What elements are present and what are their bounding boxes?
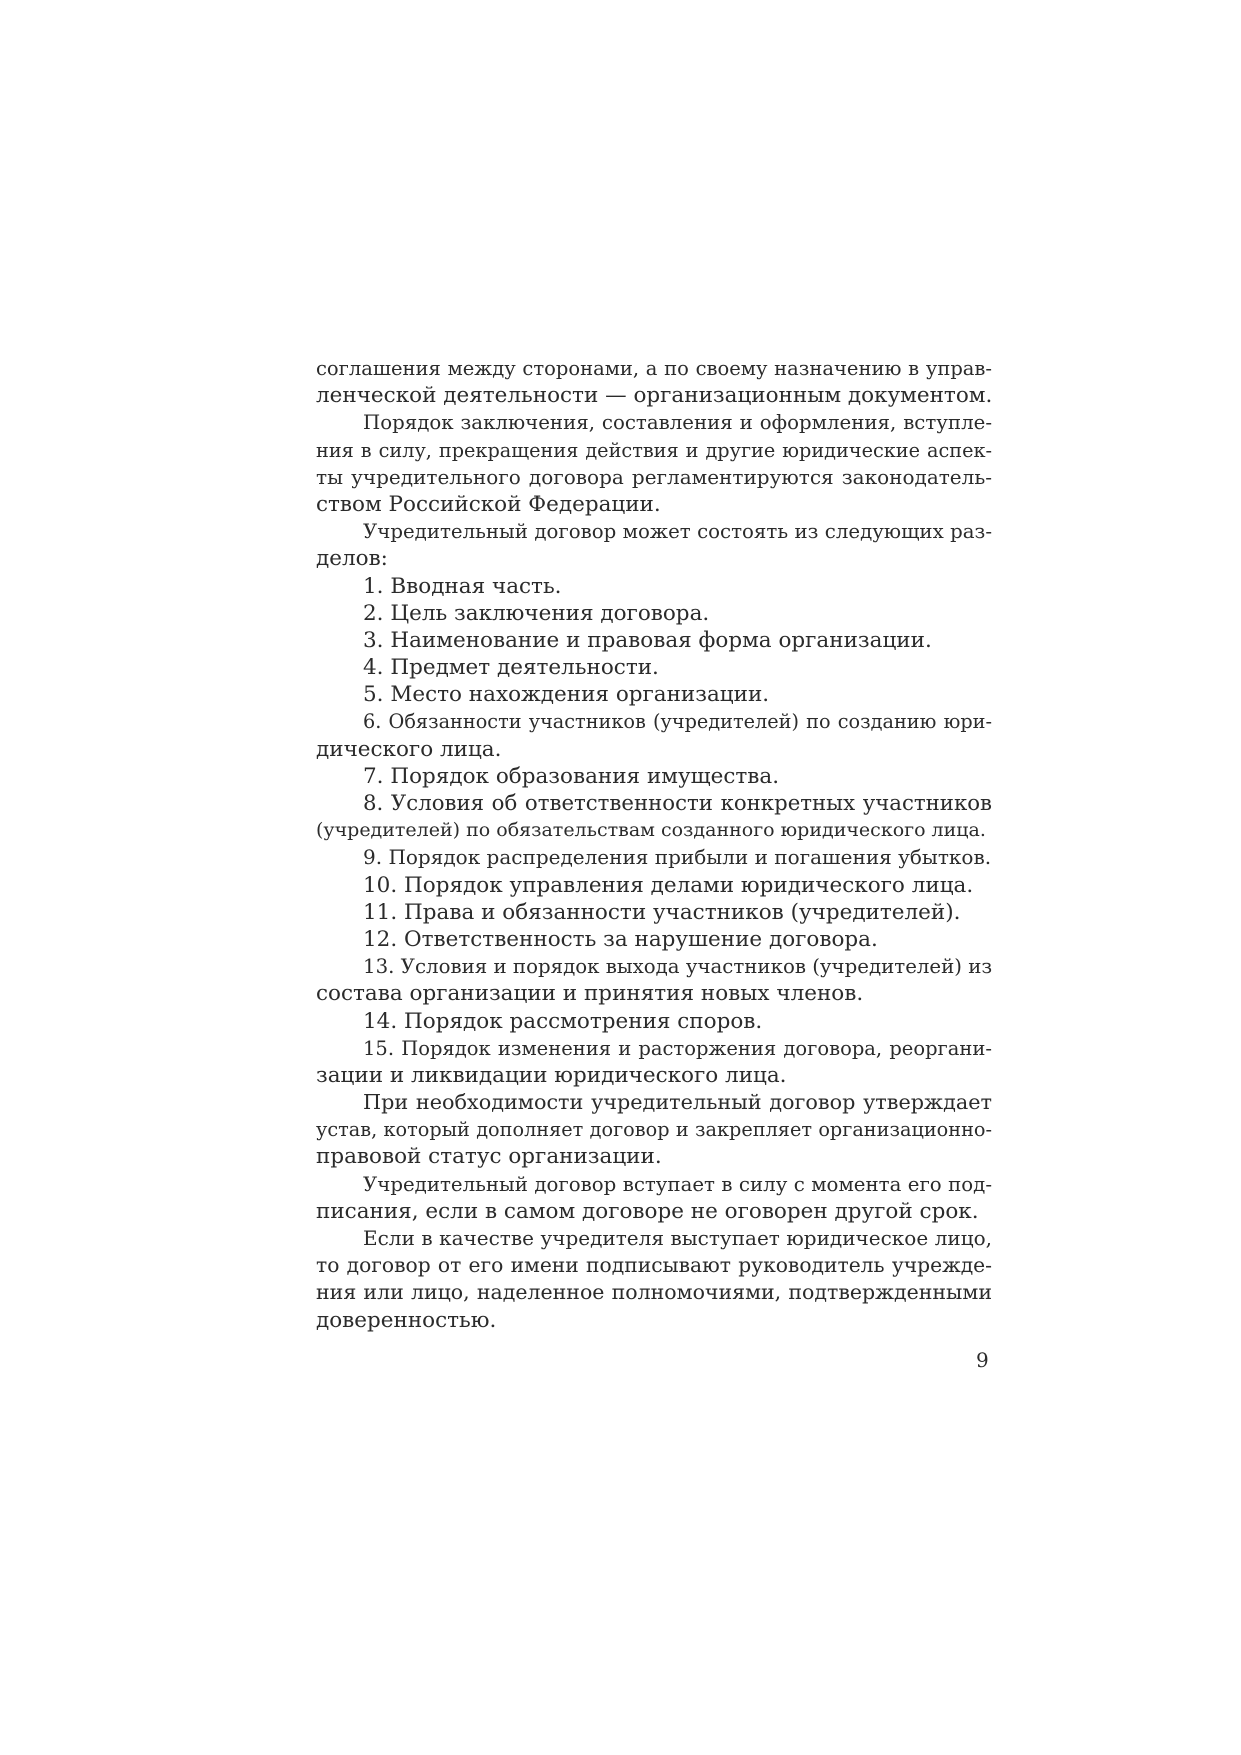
paragraph [316,1089,992,1171]
text-line: Учредительный договор вступает в силу с момента его под- [363,1172,992,1196]
text-line: 2. Цель заключения договора. [363,600,710,626]
text-line: писания, если в самом договоре не оговорен другой срок. [316,1198,979,1224]
text-line: зации и ликвидации юридического лица. [316,1062,787,1088]
text-line: (учредителей) по обязательствам созданного юридического лица. [316,819,986,842]
text-line: 12. Ответственность за нарушение договора. [363,926,878,952]
text-line: состава организации и принятия новых членов. [316,981,864,1007]
paragraph [316,355,992,409]
paragraph [316,953,992,1007]
text-line: ния или лицо, наделенное полномочиями, подтвержденными [316,1280,992,1305]
paragraph [316,681,992,708]
paragraph [316,409,992,518]
text-line: 9. Порядок распределения прибыли и погашения убытков. [363,845,992,870]
paragraph [316,790,992,844]
text-line: дического лица. [316,736,502,762]
paragraph [316,627,992,654]
text-line: доверенностью. [316,1307,497,1333]
text-line: устав, который дополняет договор и закрепляет организационно- [316,1118,992,1142]
paragraph [316,654,992,681]
text-line: правовой статус организации. [316,1144,662,1170]
paragraph [316,600,992,627]
text-line: ленческой деятельности — организационным документом. [316,383,993,409]
text-line: При необходимости учредительный договор утверждает [363,1090,992,1115]
text-line: 13. Условия и порядок выхода участников (учредителей) из [363,955,993,979]
text-line: 4. Предмет деятельности. [363,655,659,681]
text-line: 11. Права и обязанности участников (учредителей). [363,899,961,925]
text-line: 8. Условия об ответственности конкретных участников [363,791,992,816]
paragraph [316,899,992,926]
text-line: 3. Наименование и правовая форма организации. [363,627,932,653]
paragraph [316,1035,992,1089]
paragraph [316,518,992,572]
text-line: 10. Порядок управления делами юридического лица. [363,872,974,898]
text-line: Если в качестве учредителя выступает юридическое лицо, [363,1226,992,1250]
text-line: 6. Обязанности участников (учредителей) по созданию юри- [363,710,992,734]
text-line: делов: [316,546,388,572]
page-number: 9 [976,1348,989,1372]
paragraph [316,926,992,953]
paragraph [316,872,992,899]
text-line: 1. Вводная часть. [363,573,562,599]
paragraph [316,708,992,762]
text-line: Порядок заключения, составления и оформления, вступле- [363,411,992,435]
text-line: ты учредительного договора регламентируются законодатель- [316,464,992,489]
text-line: соглашения между сторонами, а по своему назначению в управ- [316,357,992,380]
paragraph [316,1225,992,1334]
text-line: Учредительный договор может состоять из следующих раз- [363,520,992,544]
page-body [316,355,992,1334]
text-line: ством Российской Федерации. [316,491,661,517]
paragraph [316,763,992,790]
paragraph [316,1171,992,1225]
text-line: 14. Порядок рассмотрения споров. [363,1008,763,1034]
text-line: то договор от его имени подписывают руководитель учрежде- [316,1253,992,1278]
text-line: 7. Порядок образования имущества. [363,763,780,789]
paragraph [316,573,992,600]
text-line: 15. Порядок изменения и расторжения договора, реоргани- [363,1036,992,1060]
paragraph [316,1008,992,1035]
paragraph [316,844,992,871]
text-line: ния в силу, прекращения действия и другие юридические аспек- [316,438,992,462]
text-line: 5. Место нахождения организации. [363,682,770,708]
